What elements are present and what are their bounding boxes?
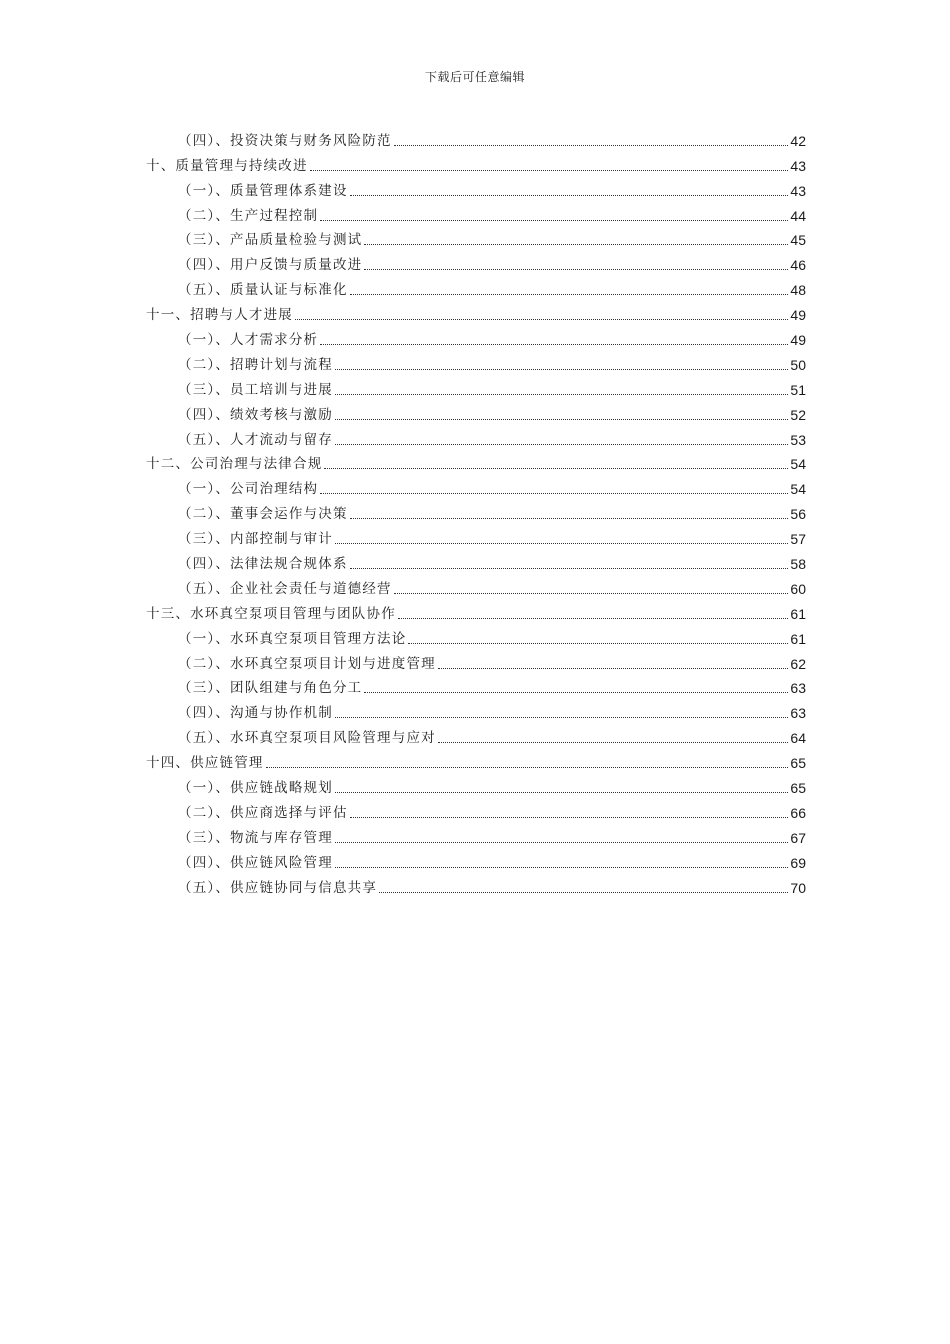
toc-entry-title: （一）、公司治理结构 [178,481,319,498]
toc-entry[interactable] [146,697,806,722]
toc-page-number: 54 [790,456,806,473]
toc-entry-title: （四）、用户反馈与质量改进 [178,257,363,274]
toc-entry-title: （三）、内部控制与审计 [178,531,333,548]
toc-entry[interactable] [146,374,806,399]
toc-entry-title: （三）、产品质量检验与测试 [178,232,363,249]
toc-page-number: 45 [790,232,806,249]
toc-dot-leader [310,170,789,171]
toc-entry-title: （二）、招聘计划与流程 [178,356,333,373]
toc-entry[interactable] [146,747,806,772]
toc-entry-title: （四）、供应链风险管理 [178,854,333,871]
toc-entry[interactable] [146,523,806,548]
toc-entry-title: 十一、招聘与人才进展 [146,307,293,324]
toc-dot-leader [394,145,789,146]
toc-dot-leader [335,369,788,370]
toc-page-number: 56 [790,506,806,523]
toc-page-number: 43 [790,182,806,199]
toc-entry-title: （五）、质量认证与标准化 [178,282,348,299]
toc-page-number: 62 [790,655,806,672]
toc-dot-leader [295,319,788,320]
toc-page-number: 61 [790,630,806,647]
toc-entry[interactable] [146,175,806,200]
toc-dot-leader [335,867,788,868]
toc-entry[interactable] [146,225,806,250]
toc-entry[interactable] [146,822,806,847]
toc-dot-leader [350,195,789,196]
toc-entry-title: （五）、人才流动与留存 [178,431,333,448]
toc-page-number: 69 [790,854,806,871]
toc-page-number: 49 [790,307,806,324]
toc-dot-leader [350,518,789,519]
toc-page-number: 64 [790,730,806,747]
toc-entry-title: （二）、生产过程控制 [178,207,319,224]
toc-page-number: 50 [790,356,806,373]
toc-page-number: 67 [790,829,806,846]
toc-entry[interactable] [146,125,806,150]
toc-entry-title: （四）、沟通与协作机制 [178,705,333,722]
toc-page-number: 49 [790,332,806,349]
toc-entry-title: 十三、水环真空泵项目管理与团队协作 [146,605,396,622]
toc-entry-title: （二）、水环真空泵项目计划与进度管理 [178,655,436,672]
toc-entry-title: （三）、团队组建与角色分工 [178,680,363,697]
toc-page-number: 42 [790,132,806,149]
toc-dot-leader [335,842,788,843]
toc-dot-leader [320,493,788,494]
toc-page-number: 63 [790,705,806,722]
toc-page-number: 57 [790,531,806,548]
toc-entry[interactable] [146,673,806,698]
toc-entry-title: （五）、企业社会责任与道德经营 [178,580,392,597]
toc-entry-title: （一）、质量管理体系建设 [178,182,348,199]
toc-entry[interactable] [146,473,806,498]
toc-entry-title: 十二、公司治理与法律合规 [146,456,323,473]
toc-entry[interactable] [146,872,806,897]
toc-dot-leader [364,244,788,245]
toc-dot-leader [335,792,788,793]
toc-dot-leader [335,394,788,395]
toc-entry[interactable] [146,797,806,822]
toc-entry-title: （二）、董事会运作与决策 [178,506,348,523]
toc-page-number: 65 [790,755,806,772]
toc-entry-title: （三）、员工培训与进展 [178,381,333,398]
toc-dot-leader [408,643,788,644]
toc-dot-leader [438,668,789,669]
toc-entry-title: 十、质量管理与持续改进 [146,157,308,174]
toc-page-number: 61 [790,605,806,622]
toc-dot-leader [379,892,788,893]
toc-page-number: 46 [790,257,806,274]
toc-entry-title: （二）、供应商选择与评估 [178,804,348,821]
toc-dot-leader [320,344,788,345]
toc-dot-leader [335,444,788,445]
toc-entry-title: （四）、法律法规合规体系 [178,556,348,573]
toc-entry[interactable] [146,623,806,648]
toc-dot-leader [364,269,788,270]
toc-dot-leader [335,543,788,544]
toc-dot-leader [398,618,789,619]
toc-entry[interactable] [146,324,806,349]
toc-page-number: 52 [790,406,806,423]
toc-entry[interactable] [146,150,806,175]
toc-entry[interactable] [146,772,806,797]
toc-dot-leader [364,692,788,693]
toc-dot-leader [320,220,788,221]
toc-entry[interactable] [146,249,806,274]
toc-entry[interactable] [146,598,806,623]
toc-page-number: 66 [790,804,806,821]
toc-entry[interactable] [146,648,806,673]
table-of-contents [146,125,806,897]
toc-entry[interactable] [146,498,806,523]
toc-entry[interactable] [146,573,806,598]
toc-page-number: 44 [790,207,806,224]
toc-page-number: 60 [790,580,806,597]
toc-page-number: 43 [790,157,806,174]
toc-entry[interactable] [146,449,806,474]
toc-page-number: 70 [790,879,806,896]
header-note: 下载后可任意编辑 [424,70,525,84]
toc-entry[interactable] [146,299,806,324]
toc-dot-leader [394,593,789,594]
toc-entry[interactable] [146,349,806,374]
toc-entry-title: （五）、供应链协同与信息共享 [178,879,378,896]
toc-entry-title: （一）、人才需求分析 [178,332,319,349]
toc-dot-leader [350,294,789,295]
toc-entry[interactable] [146,399,806,424]
toc-page-number: 63 [790,680,806,697]
toc-entry[interactable] [146,424,806,449]
toc-dot-leader [438,742,789,743]
toc-entry-title: （一）、供应链战略规划 [178,780,333,797]
toc-page-number: 65 [790,780,806,797]
toc-entry-title: （一）、水环真空泵项目管理方法论 [178,630,407,647]
toc-dot-leader [324,468,788,469]
toc-page-number: 53 [790,431,806,448]
toc-page-number: 51 [790,381,806,398]
toc-entry-title: （四）、绩效考核与激励 [178,406,333,423]
toc-entry[interactable] [146,847,806,872]
toc-entry-title: （五）、水环真空泵项目风险管理与应对 [178,730,436,747]
toc-dot-leader [335,419,788,420]
toc-entry-title: （三）、物流与库存管理 [178,829,333,846]
toc-dot-leader [266,767,789,768]
toc-page-number: 54 [790,481,806,498]
toc-dot-leader [335,717,788,718]
toc-entry-title: 十四、供应链管理 [146,755,264,772]
toc-entry[interactable] [146,548,806,573]
toc-dot-leader [350,568,789,569]
toc-dot-leader [350,817,789,818]
toc-page-number: 48 [790,282,806,299]
toc-page-number: 58 [790,556,806,573]
toc-entry[interactable] [146,722,806,747]
toc-entry[interactable] [146,200,806,225]
toc-entry-title: （四）、投资决策与财务风险防范 [178,132,392,149]
toc-entry[interactable] [146,274,806,299]
